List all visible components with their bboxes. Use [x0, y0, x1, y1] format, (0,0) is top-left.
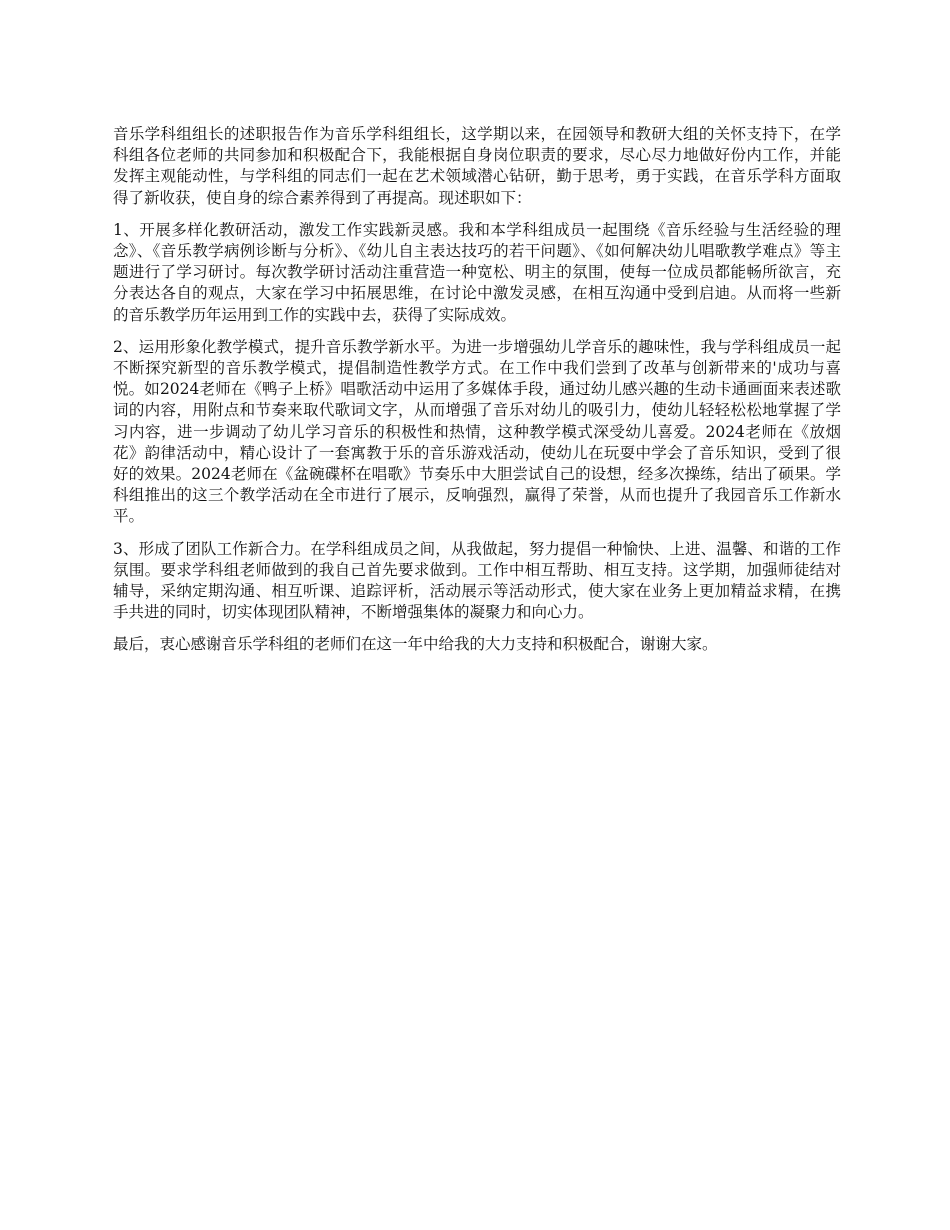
intro-paragraph: 音乐学科组组长的述职报告作为音乐学科组组长，这学期以来，在园领导和教研大组的关怀支持下，在学科组各位老师的共同参加和积极配合下，我能根据自身岗位职责的要求，尽心尽力地做好份内工作，并能发挥主观能动性，与学科组的同志们一起在艺术领域潜心钻研，勤于思考，勇于实践，在音乐学科方面取得了新收获，使自身的综合素养得到了再提高。现述职如下：: [113, 125, 841, 207]
section-1-paragraph: 1、开展多样化教研活动，激发工作实践新灵感。我和本学科组成员一起围绕《音乐经验与生活经验的理念》、《音乐教学病例诊断与分析》、《幼儿自主表达技巧的若干问题》、《如何解决幼儿唱歌教学难点》等主题进行了学习研讨。每次教学研讨活动注重营造一种宽松、明主的氛围，使每一位成员都能畅所欲言，充分表达各自的观点，大家在学习中拓展思维，在讨论中激发灵感，在相互沟通中受到启迪。从而将一些新的音乐教学历年运用到工作的实践中去，获得了实际成效。: [113, 220, 841, 324]
closing-paragraph: 最后，衷心感谢音乐学科组的老师们在这一年中给我的大力支持和积极配合，谢谢大家。: [113, 635, 718, 654]
document-body: [113, 124, 841, 667]
section-3-paragraph: 3、形成了团队工作新合力。在学科组成员之间，从我做起，努力提倡一种愉快、上进、温馨、和谐的工作氛围。要求学科组老师做到的我自己首先要求做到。工作中相互帮助、相互支持。这学期，加强师徒结对辅导，采纳定期沟通、相互听课、追踪评析，活动展示等活动形式，使大家在业务上更加精益求精，在携手共进的同时，切实体现团队精神，不断增强集体的凝聚力和向心力。: [113, 539, 841, 622]
section-2-paragraph: 2、运用形象化教学模式，提升音乐教学新水平。为进一步增强幼儿学音乐的趣味性，我与学科组成员一起不断探究新型的音乐教学模式，提倡制造性教学方式。在工作中我们尝到了改革与创新带来的'成功与喜悦。如2024老师在《鸭子上桥》唱歌活动中运用了多媒体手段，通过幼儿感兴趣的生动卡通画面来表述歌词的内容，用附点和节奏来取代歌词文字，从而增强了音乐对幼儿的吸引力，使幼儿轻轻松松地掌握了学习内容，进一步调动了幼儿学习音乐的积极性和热情，这种教学模式深受幼儿喜爱。2024老师在《放烟花》韵律活动中，精心设计了一套寓教于乐的音乐游戏活动，使幼儿在玩耍中学会了音乐知识，受到了很好的效果。2024老师在《盆碗碟杯在唱歌》节奏乐中大胆尝试自己的设想，经多次操练，结出了硕果。学科组推出的这三个教学活动在全市进行了展示，反响强烈，赢得了荣誉，从而也提升了我园音乐工作新水平。: [113, 337, 841, 526]
